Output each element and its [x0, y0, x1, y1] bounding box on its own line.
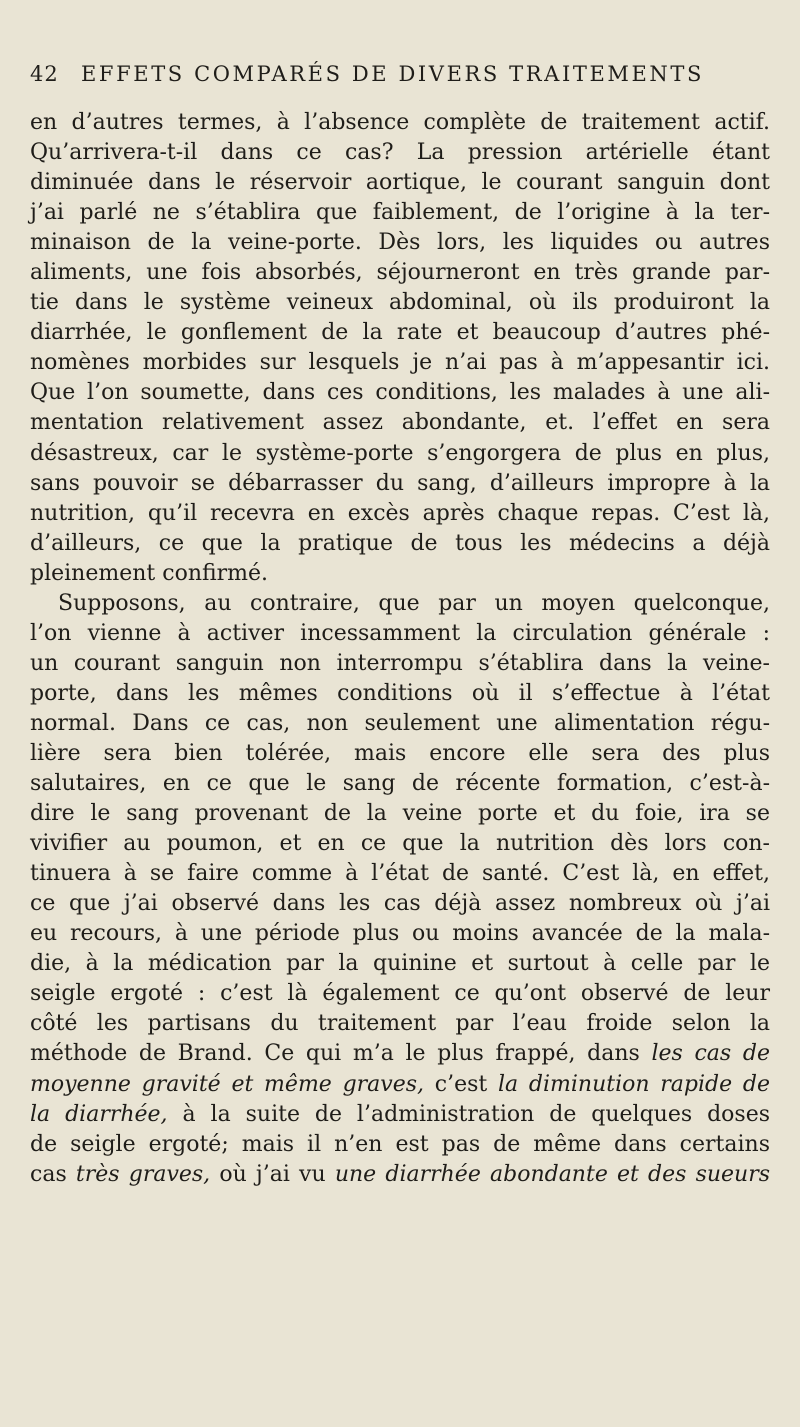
text-line: Qu’arrivera-t-il dans ce cas? La pression artérielle étant: [30, 140, 770, 166]
text-line: die, à la médication par la quinine et surtout à celle par le: [30, 951, 770, 977]
text-line: lière sera bien tolérée, mais encore elle sera des plus: [30, 740, 770, 766]
italic-segment: très graves,: [75, 1161, 211, 1187]
text-line: Que l’on soumette, dans ces conditions, les malades à une ali-: [30, 380, 770, 406]
text-line: de seigle ergoté; mais il n’en est pas de même dans certains: [30, 1131, 770, 1157]
text-line: diarrhée, le gonflement de la rate et beaucoup d’autres phé-: [30, 320, 770, 346]
running-head: EFFETS COMPARÉS DE DIVERS TRAITEMENTS: [81, 62, 704, 86]
text-segment: où j’ai vu: [219, 1161, 326, 1187]
text-line: diminuée dans le réservoir aortique, le courant sanguin dont: [30, 170, 770, 196]
text-line: dire le sang provenant de la veine porte et du foie, ira se: [30, 801, 770, 827]
page-header: [30, 62, 772, 94]
italic-segment: les cas de: [651, 1041, 770, 1067]
italic-segment: moyenne gravité et même graves,: [30, 1071, 425, 1097]
text-line: un courant sanguin non interrompu s’établira dans la veine-: [30, 650, 770, 676]
text-line: côté les partisans du traitement par l’eau froide selon la: [30, 1011, 770, 1037]
text-line: minaison de la veine-porte. Dès lors, les liquides ou autres: [30, 230, 770, 256]
text-line: j’ai parlé ne s’établira que faiblement, de l’origine à la ter-: [30, 200, 770, 226]
text-line: vivifier au poumon, et en ce que la nutrition dès lors con-: [30, 831, 770, 857]
text-line: tinuera à se faire comme à l’état de santé. C’est là, en effet,: [30, 861, 770, 887]
text-line: nomènes morbides sur lesquels je n’ai pas à m’appesantir ici.: [30, 350, 770, 376]
text-line: d’ailleurs, ce que la pratique de tous les médecins a déjà: [30, 530, 770, 556]
text-segment: à la suite de l’administration de quelques doses: [182, 1101, 771, 1127]
italic-segment: la diarrhée,: [30, 1101, 168, 1127]
page-number: 42: [30, 62, 59, 86]
text-segment: c’est: [434, 1071, 488, 1097]
text-line-mixed: [30, 1100, 770, 1130]
text-line: en d’autres termes, à l’absence complète de traitement actif.: [30, 110, 770, 135]
text-line: salutaires, en ce que le sang de récente formation, c’est-à-: [30, 771, 770, 797]
text-line: seigle ergoté : c’est là également ce qu’ont observé de leur: [30, 981, 770, 1007]
text-line: ce que j’ai observé dans les cas déjà assez nombreux où j’ai: [30, 891, 770, 917]
text-line: mentation relativement assez abondante, et. l’effet en sera: [30, 410, 770, 436]
italic-segment: la diminution rapide de: [498, 1071, 771, 1097]
italic-segment: une diarrhée abondante et des sueurs: [334, 1161, 771, 1187]
text-line: l’on vienne à activer incessamment la circulation générale :: [30, 620, 770, 646]
text-line: sans pouvoir se débarrasser du sang, d’ailleurs impropre à la: [30, 470, 770, 496]
text-line-mixed: [30, 1070, 770, 1100]
text-segment: cas: [30, 1161, 67, 1187]
paragraph-start-line: Supposons, au contraire, que par un moyen quelconque,: [58, 590, 770, 616]
text-line: nutrition, qu’il recevra en excès après chaque repas. C’est là,: [30, 500, 770, 526]
text-line: normal. Dans ce cas, non seulement une alimentation régu-: [30, 710, 770, 736]
text-line: pleinement confirmé.: [30, 560, 269, 586]
text-segment: méthode de Brand. Ce qui m’a le plus frappé, dans: [30, 1041, 640, 1067]
text-line: porte, dans les mêmes conditions où il s’effectue à l’état: [30, 680, 770, 706]
text-line-mixed: [30, 1039, 770, 1069]
text-line: désastreux, car le système-porte s’engorgera de plus en plus,: [30, 440, 770, 466]
text-line: aliments, une fois absorbés, séjourneront en très grande par-: [30, 260, 770, 286]
text-line: eu recours, à une période plus ou moins avancée de la mala-: [30, 921, 770, 947]
text-line-mixed: [30, 1160, 770, 1190]
text-line: tie dans le système veineux abdominal, où ils produiront la: [30, 290, 770, 316]
body-text: [30, 108, 770, 1190]
